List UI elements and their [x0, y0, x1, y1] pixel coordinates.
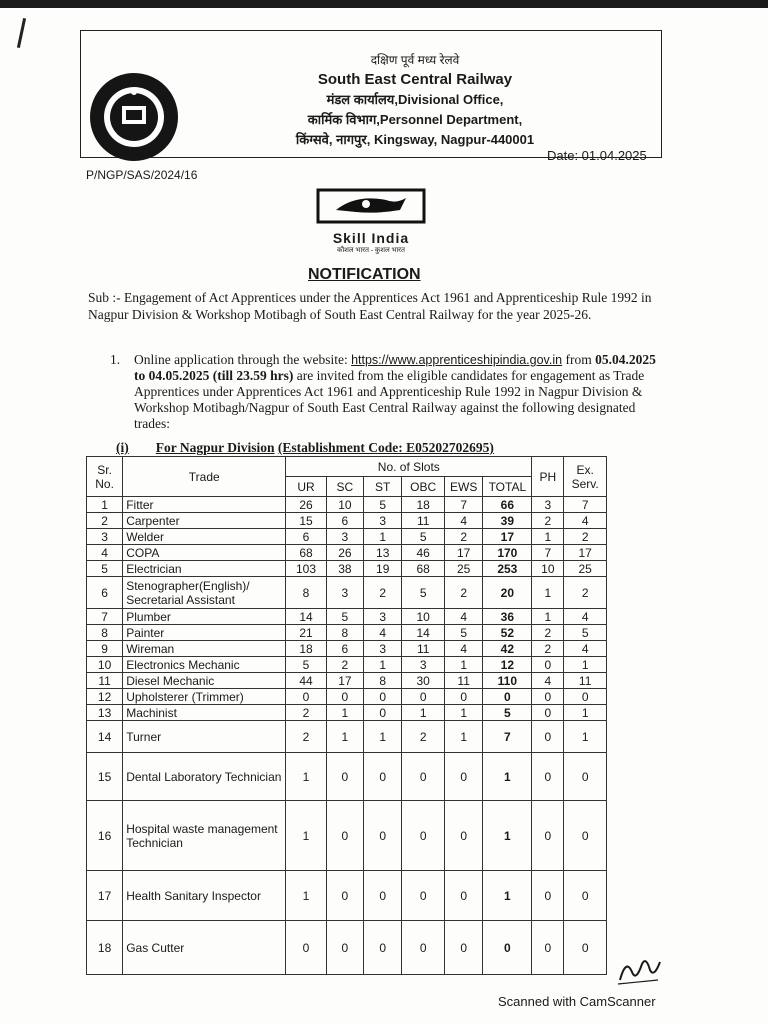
- cell-ur: 103: [286, 561, 326, 577]
- cell-st: 0: [364, 921, 402, 975]
- camscanner-watermark: Scanned with CamScanner: [498, 994, 656, 1009]
- header-obc: OBC: [402, 477, 445, 497]
- cell-obc: 1: [402, 705, 445, 721]
- header-trade: Trade: [123, 457, 286, 497]
- cell-st: 0: [364, 689, 402, 705]
- cell-trade: Stenographer(English)/ Secretarial Assistant: [123, 577, 286, 609]
- header-ex-serv: Ex. Serv.: [564, 457, 607, 497]
- cell-st: 0: [364, 753, 402, 801]
- cell-ews: 0: [444, 921, 482, 975]
- cell-ex-serv: 0: [564, 753, 607, 801]
- skill-india-tagline: कौशल भारत - कुशल भारत: [336, 246, 406, 254]
- cell-ews: 17: [444, 545, 482, 561]
- cell-st: 0: [364, 801, 402, 871]
- cell-ph: 1: [532, 609, 564, 625]
- cell-total: 36: [483, 609, 532, 625]
- cell-trade: Electrician: [123, 561, 286, 577]
- paragraph-from: from: [562, 352, 596, 367]
- cell-st: 0: [364, 705, 402, 721]
- cell-ews: 4: [444, 513, 482, 529]
- cell-ph: 7: [532, 545, 564, 561]
- cell-st: 3: [364, 513, 402, 529]
- cell-trade: Fitter: [123, 497, 286, 513]
- cell-ph: 1: [532, 529, 564, 545]
- cell-sc: 5: [326, 609, 363, 625]
- cell-sr-no: 17: [87, 871, 123, 921]
- cell-ex-serv: 7: [564, 497, 607, 513]
- header-total: TOTAL: [483, 477, 532, 497]
- cell-sr-no: 14: [87, 721, 123, 753]
- cell-sr-no: 12: [87, 689, 123, 705]
- cell-ex-serv: 25: [564, 561, 607, 577]
- cell-ews: 1: [444, 721, 482, 753]
- cell-ex-serv: 11: [564, 673, 607, 689]
- table-row: [87, 561, 607, 577]
- cell-ex-serv: 0: [564, 801, 607, 871]
- cell-ews: 5: [444, 625, 482, 641]
- cell-sr-no: 7: [87, 609, 123, 625]
- table-row: [87, 577, 607, 609]
- cell-sr-no: 2: [87, 513, 123, 529]
- cell-ews: 4: [444, 609, 482, 625]
- cell-total: 5: [483, 705, 532, 721]
- cell-sr-no: 15: [87, 753, 123, 801]
- cell-ph: 0: [532, 871, 564, 921]
- cell-ph: 0: [532, 657, 564, 673]
- cell-ur: 1: [286, 753, 326, 801]
- cell-ur: 0: [286, 921, 326, 975]
- cell-sc: 6: [326, 513, 363, 529]
- cell-sc: 2: [326, 657, 363, 673]
- cell-sc: 0: [326, 871, 363, 921]
- application-dates: 05.04.2025 to 04.05.2025 (till 23.59 hrs): [134, 352, 656, 383]
- cell-obc: 68: [402, 561, 445, 577]
- cell-total: 170: [483, 545, 532, 561]
- cell-ph: 0: [532, 921, 564, 975]
- cell-sc: 3: [326, 529, 363, 545]
- cell-sc: 0: [326, 689, 363, 705]
- cell-ur: 1: [286, 871, 326, 921]
- cell-ph: 3: [532, 497, 564, 513]
- cell-sr-no: 5: [87, 561, 123, 577]
- table-row: [87, 689, 607, 705]
- cell-total: 110: [483, 673, 532, 689]
- cell-ex-serv: 0: [564, 921, 607, 975]
- cell-obc: 3: [402, 657, 445, 673]
- cell-ph: 4: [532, 673, 564, 689]
- cell-sr-no: 3: [87, 529, 123, 545]
- cell-obc: 5: [402, 529, 445, 545]
- cell-ex-serv: 4: [564, 513, 607, 529]
- cell-trade: Plumber: [123, 609, 286, 625]
- cell-trade: Electronics Mechanic: [123, 657, 286, 673]
- cell-st: 8: [364, 673, 402, 689]
- division-number: (i): [116, 440, 129, 455]
- establishment-code: (Establishment Code: E05202702695): [277, 440, 494, 455]
- cell-sc: 1: [326, 721, 363, 753]
- trade-slots-table: [86, 456, 607, 975]
- paragraph-number: 1.: [110, 352, 121, 367]
- cell-obc: 0: [402, 921, 445, 975]
- table-row: [87, 545, 607, 561]
- cell-sc: 0: [326, 921, 363, 975]
- cell-ur: 21: [286, 625, 326, 641]
- cell-sr-no: 13: [87, 705, 123, 721]
- cell-obc: 0: [402, 871, 445, 921]
- cell-sc: 17: [326, 673, 363, 689]
- cell-ph: 0: [532, 801, 564, 871]
- cell-sr-no: 1: [87, 497, 123, 513]
- header-ur: UR: [286, 477, 326, 497]
- header-st: ST: [364, 477, 402, 497]
- cell-ex-serv: 5: [564, 625, 607, 641]
- cell-sr-no: 4: [87, 545, 123, 561]
- cell-ex-serv: 1: [564, 705, 607, 721]
- header-office: मंडल कार्यालय,Divisional Office,: [326, 92, 504, 107]
- cell-sc: 0: [326, 801, 363, 871]
- cell-trade: Health Sanitary Inspector: [123, 871, 286, 921]
- cell-total: 0: [483, 921, 532, 975]
- cell-sc: 26: [326, 545, 363, 561]
- cell-ph: 0: [532, 753, 564, 801]
- cell-st: 3: [364, 641, 402, 657]
- header-railway-name: South East Central Railway: [317, 71, 513, 88]
- cell-obc: 10: [402, 609, 445, 625]
- apprenticeship-website-link[interactable]: https://www.apprenticeshipindia.gov.in: [351, 353, 563, 367]
- cell-ews: 2: [444, 529, 482, 545]
- cell-trade: Hospital waste management Technician: [123, 801, 286, 871]
- cell-sr-no: 6: [87, 577, 123, 609]
- cell-ews: 2: [444, 577, 482, 609]
- header-sc: SC: [326, 477, 363, 497]
- cell-obc: 0: [402, 801, 445, 871]
- table-row: [87, 657, 607, 673]
- cell-sr-no: 10: [87, 657, 123, 673]
- table-row: [87, 721, 607, 753]
- table-row: [87, 921, 607, 975]
- cell-ews: 0: [444, 753, 482, 801]
- cell-total: 52: [483, 625, 532, 641]
- cell-sc: 38: [326, 561, 363, 577]
- cell-ews: 0: [444, 801, 482, 871]
- cell-st: 1: [364, 657, 402, 673]
- cell-total: 0: [483, 689, 532, 705]
- cell-total: 7: [483, 721, 532, 753]
- page-top-edge: [0, 0, 768, 8]
- cell-ur: 5: [286, 657, 326, 673]
- letterhead-text: [250, 50, 580, 150]
- cell-obc: 30: [402, 673, 445, 689]
- cell-total: 1: [483, 753, 532, 801]
- cell-st: 19: [364, 561, 402, 577]
- cell-obc: 46: [402, 545, 445, 561]
- indian-railways-logo: [84, 70, 184, 164]
- cell-ur: 1: [286, 801, 326, 871]
- paragraph-intro: Online application through the website:: [134, 352, 352, 367]
- table-row: [87, 529, 607, 545]
- table-row: [87, 705, 607, 721]
- cell-ur: 6: [286, 529, 326, 545]
- cell-sr-no: 11: [87, 673, 123, 689]
- cell-st: 4: [364, 625, 402, 641]
- header-sr-no: Sr. No.: [87, 457, 123, 497]
- cell-obc: 11: [402, 513, 445, 529]
- cell-trade: Gas Cutter: [123, 921, 286, 975]
- cell-sr-no: 18: [87, 921, 123, 975]
- cell-ph: 1: [532, 577, 564, 609]
- cell-obc: 2: [402, 721, 445, 753]
- cell-st: 1: [364, 721, 402, 753]
- header-ews: EWS: [444, 477, 482, 497]
- cell-ews: 1: [444, 657, 482, 673]
- cell-total: 1: [483, 871, 532, 921]
- cell-ph: 0: [532, 705, 564, 721]
- header-department: कार्मिक विभाग,Personnel Department,: [307, 112, 523, 127]
- table-row: [87, 753, 607, 801]
- cell-sc: 3: [326, 577, 363, 609]
- cell-st: 5: [364, 497, 402, 513]
- cell-ph: 10: [532, 561, 564, 577]
- notification-title: NOTIFICATION: [308, 266, 421, 283]
- cell-ews: 0: [444, 871, 482, 921]
- cell-obc: 18: [402, 497, 445, 513]
- cell-st: 0: [364, 871, 402, 921]
- table-row: [87, 609, 607, 625]
- header-hindi-railway: दक्षिण पूर्व मध्य रेलवे: [370, 53, 460, 67]
- paragraph-rest: are invited from the eligible candidates for engagement as Trade Apprentices under Apprentices Act 1961 and Apprenticeship Rule 1992 in Nagpur Division & Workshop Motibagh/Nagpur of South East Central Railway against the following designated trades:: [134, 368, 645, 431]
- table-row: [87, 625, 607, 641]
- cell-ur: 44: [286, 673, 326, 689]
- signature: [614, 950, 664, 990]
- cell-total: 66: [483, 497, 532, 513]
- cell-ex-serv: 0: [564, 871, 607, 921]
- cell-trade: Welder: [123, 529, 286, 545]
- cell-trade: Turner: [123, 721, 286, 753]
- cell-obc: 0: [402, 689, 445, 705]
- cell-sc: 1: [326, 705, 363, 721]
- cell-st: 2: [364, 577, 402, 609]
- subject-line: Sub :- Engagement of Act Apprentices under the Apprentices Act 1961 and Apprenticeship Rule 1992 in Nagpur Division & Workshop Motibagh of South East Central Railway for the year 2025-26.: [88, 290, 652, 322]
- cell-ews: 25: [444, 561, 482, 577]
- table-row: [87, 497, 607, 513]
- cell-ews: 0: [444, 689, 482, 705]
- cell-ph: 0: [532, 689, 564, 705]
- cell-ex-serv: 2: [564, 529, 607, 545]
- cell-obc: 0: [402, 753, 445, 801]
- cell-ex-serv: 1: [564, 721, 607, 753]
- cell-ur: 15: [286, 513, 326, 529]
- cell-obc: 11: [402, 641, 445, 657]
- cell-obc: 14: [402, 625, 445, 641]
- cell-trade: Painter: [123, 625, 286, 641]
- cell-trade: Machinist: [123, 705, 286, 721]
- cell-ews: 1: [444, 705, 482, 721]
- cell-ur: 68: [286, 545, 326, 561]
- cell-ph: 0: [532, 721, 564, 753]
- cell-st: 13: [364, 545, 402, 561]
- cell-ur: 26: [286, 497, 326, 513]
- cell-total: 20: [483, 577, 532, 609]
- cell-ex-serv: 0: [564, 689, 607, 705]
- cell-ex-serv: 2: [564, 577, 607, 609]
- cell-trade: Dental Laboratory Technician: [123, 753, 286, 801]
- table-row: [87, 673, 607, 689]
- cell-ur: 2: [286, 705, 326, 721]
- cell-ews: 4: [444, 641, 482, 657]
- table-row: [87, 801, 607, 871]
- cell-trade: Carpenter: [123, 513, 286, 529]
- division-heading: [116, 440, 494, 456]
- cell-sr-no: 9: [87, 641, 123, 657]
- cell-total: 39: [483, 513, 532, 529]
- division-label: For Nagpur Division: [155, 440, 275, 455]
- cell-sc: 0: [326, 753, 363, 801]
- cell-sc: 8: [326, 625, 363, 641]
- letter-date: Date: 01.04.2025: [547, 148, 647, 163]
- cell-sr-no: 16: [87, 801, 123, 871]
- cell-ur: 18: [286, 641, 326, 657]
- pen-mark: [17, 18, 26, 48]
- cell-ex-serv: 1: [564, 657, 607, 673]
- cell-ph: 2: [532, 641, 564, 657]
- paragraph-1: [110, 352, 666, 432]
- table-row: [87, 641, 607, 657]
- cell-ur: 2: [286, 721, 326, 753]
- header-ph: PH: [532, 457, 564, 497]
- cell-ex-serv: 4: [564, 609, 607, 625]
- cell-trade: COPA: [123, 545, 286, 561]
- cell-total: 12: [483, 657, 532, 673]
- cell-ph: 2: [532, 513, 564, 529]
- cell-trade: Upholsterer (Trimmer): [123, 689, 286, 705]
- cell-total: 17: [483, 529, 532, 545]
- cell-ph: 2: [532, 625, 564, 641]
- cell-ews: 7: [444, 497, 482, 513]
- cell-obc: 5: [402, 577, 445, 609]
- cell-total: 1: [483, 801, 532, 871]
- table-row: [87, 871, 607, 921]
- reference-number: P/NGP/SAS/2024/16: [86, 168, 198, 182]
- cell-sc: 6: [326, 641, 363, 657]
- cell-trade: Wireman: [123, 641, 286, 657]
- cell-st: 1: [364, 529, 402, 545]
- cell-ex-serv: 4: [564, 641, 607, 657]
- header-address: किंग्सवे, नागपुर, Kingsway, Nagpur-440001: [295, 132, 535, 147]
- cell-ur: 0: [286, 689, 326, 705]
- cell-sc: 10: [326, 497, 363, 513]
- cell-ur: 8: [286, 577, 326, 609]
- cell-sr-no: 8: [87, 625, 123, 641]
- cell-trade: Diesel Mechanic: [123, 673, 286, 689]
- cell-total: 253: [483, 561, 532, 577]
- table-row: [87, 513, 607, 529]
- skill-india-wordmark: Skill India: [332, 230, 410, 246]
- header-no-of-slots: No. of Slots: [286, 457, 532, 477]
- cell-ur: 14: [286, 609, 326, 625]
- cell-ex-serv: 17: [564, 545, 607, 561]
- cell-total: 42: [483, 641, 532, 657]
- cell-ews: 11: [444, 673, 482, 689]
- cell-st: 3: [364, 609, 402, 625]
